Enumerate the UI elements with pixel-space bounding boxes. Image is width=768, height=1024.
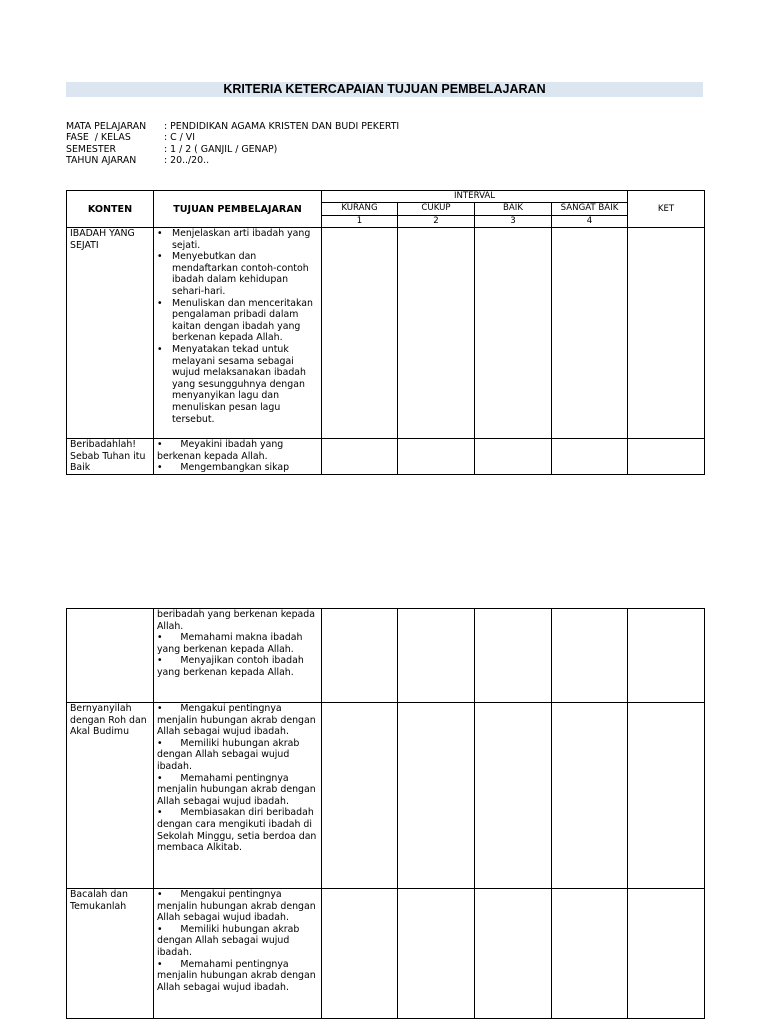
score-cell-sangat-baik[interactable] [552, 439, 628, 475]
meta-row-semester [66, 144, 399, 155]
ket-cell[interactable] [628, 609, 705, 703]
score-cell-sangat-baik[interactable] [552, 703, 628, 889]
bullet-icon: • [157, 462, 163, 473]
header-interval: INTERVAL [322, 191, 628, 203]
page-title: KRITERIA KETERCAPAIAN TUJUAN PEMBELAJARAN [66, 82, 703, 97]
bullet-icon: • [157, 297, 163, 309]
header-score-1: 1 [322, 215, 398, 227]
score-cell-baik[interactable] [475, 439, 552, 475]
header-ket: KET [628, 191, 705, 228]
table-row [67, 609, 705, 703]
header-kurang: KURANG [322, 203, 398, 215]
score-cell-kurang[interactable] [322, 609, 398, 703]
bullet-icon: • [157, 343, 163, 355]
score-cell-sangat-baik[interactable] [552, 228, 628, 439]
header-score-4: 4 [552, 215, 628, 227]
score-cell-baik[interactable] [475, 228, 552, 439]
table-row [67, 439, 705, 475]
tujuan-cell [154, 609, 322, 703]
list-item: • Meyakini ibadah yang berkenan kepada Allah. [157, 439, 284, 462]
list-item: • Menyebutkan dan mendaftarkan contoh-contoh ibadah dalam kehidupan sehari-hari. [157, 251, 309, 297]
bullet-icon: • [157, 958, 163, 970]
ket-cell[interactable] [628, 889, 705, 1019]
list-item: • Mengembangkan sikap [157, 462, 290, 473]
list-item: • Menuliskan dan menceritakan pengalaman pribadi dalam kaitan dengan ibadah yang berkenan kepada Allah. [157, 297, 313, 344]
meta-value: : 1 / 2 ( GANJIL / GENAP) [164, 143, 278, 155]
score-cell-cukup[interactable] [398, 228, 475, 439]
list-item: • Memahami pentingnya menjalin hubungan akrab dengan Allah sebagai wujud ibadah. [157, 958, 316, 993]
list-item: • Memahami pentingnya menjalin hubungan akrab dengan Allah sebagai wujud ibadah. [157, 772, 316, 807]
bullet-icon: • [157, 251, 163, 263]
bullet-icon: • [157, 655, 163, 667]
score-cell-kurang[interactable] [322, 703, 398, 889]
header-tujuan: TUJUAN PEMBELAJARAN [154, 191, 322, 228]
meta-label: SEMESTER [66, 143, 117, 155]
header-baik: BAIK [475, 203, 552, 215]
meta-value: : PENDIDIKAN AGAMA KRISTEN DAN BUDI PEKERTI [164, 121, 400, 132]
tujuan-cell [154, 703, 322, 889]
bullet-icon: • [157, 632, 163, 644]
bullet-icon: • [157, 923, 163, 935]
header-score-3: 3 [475, 215, 552, 227]
score-cell-kurang[interactable] [322, 889, 398, 1019]
meta-label: MATA PELAJARAN [66, 121, 147, 132]
score-cell-baik[interactable] [475, 703, 552, 889]
list-item: • Menyajikan contoh ibadah yang berkenan kepada Allah. [157, 655, 304, 678]
bullet-icon: • [157, 737, 163, 749]
bullet-icon: • [157, 889, 163, 900]
header-cukup: CUKUP [398, 203, 475, 215]
list-item: • Menyatakan tekad untuk melayani sesama sebagai wujud melaksanakan ibadah yang sesungguhnya dengan menyanyikan lagu dan menuliskan pesan lagu tersebut. [157, 343, 306, 425]
meta-value: : C / VI [164, 132, 195, 144]
tujuan-cell [154, 439, 322, 475]
criteria-table-continued [66, 608, 705, 1019]
meta-row-mata-pelajaran [66, 121, 399, 132]
konten-cell: IBADAH YANG SEJATI [67, 228, 154, 439]
header-sangat-baik: SANGAT BAIK [552, 203, 628, 215]
criteria-table [66, 190, 705, 475]
score-cell-cukup[interactable] [398, 889, 475, 1019]
list-item: • Membiasakan diri beribadah dengan cara mengikuti ibadah di Sekolah Minggu, setia berdoa dan membaca Alkitab. [157, 807, 317, 854]
bullet-icon: • [157, 807, 163, 819]
bullet-icon: • [157, 772, 163, 784]
table-row [67, 703, 705, 889]
score-cell-cukup[interactable] [398, 439, 475, 475]
meta-label: FASE / KELAS [66, 132, 131, 144]
score-cell-baik[interactable] [475, 609, 552, 703]
score-cell-cukup[interactable] [398, 609, 475, 703]
konten-cell: Bernyanyilah dengan Roh dan Akal Budimu [67, 703, 154, 889]
document-meta [66, 121, 399, 167]
header-konten: KONTEN [67, 191, 154, 228]
list-item: • Menjelaskan arti ibadah yang sejati. [157, 228, 311, 251]
list-item: beribadah yang berkenan kepada Allah. [157, 609, 315, 632]
score-cell-kurang[interactable] [322, 228, 398, 439]
meta-row-tahun-ajaran [66, 155, 399, 166]
konten-cell: Bacalah dan Temukanlah [67, 889, 154, 1019]
bullet-icon: • [157, 228, 163, 239]
list-item: • Mengakui pentingnya menjalin hubungan akrab dengan Allah sebagai wujud ibadah. [157, 703, 316, 738]
list-item: • Memiliki hubungan akrab dengan Allah sebagai wujud ibadah. [157, 737, 300, 772]
score-cell-cukup[interactable] [398, 703, 475, 889]
ket-cell[interactable] [628, 439, 705, 475]
tujuan-cell [154, 228, 322, 439]
ket-cell[interactable] [628, 703, 705, 889]
header-score-2: 2 [398, 215, 475, 227]
meta-label: TAHUN AJARAN [66, 155, 137, 167]
meta-value: : 20../20.. [164, 155, 210, 167]
tujuan-cell [154, 889, 322, 1019]
score-cell-sangat-baik[interactable] [552, 609, 628, 703]
table-row [67, 889, 705, 1019]
score-cell-kurang[interactable] [322, 439, 398, 475]
score-cell-baik[interactable] [475, 889, 552, 1019]
konten-cell [67, 609, 154, 703]
table-row [67, 228, 705, 439]
list-item: • Memiliki hubungan akrab dengan Allah sebagai wujud ibadah. [157, 923, 300, 958]
bullet-icon: • [157, 439, 163, 450]
score-cell-sangat-baik[interactable] [552, 889, 628, 1019]
bullet-icon: • [157, 703, 163, 714]
meta-row-fase-kelas [66, 132, 399, 143]
ket-cell[interactable] [628, 228, 705, 439]
list-item: • Mengakui pentingnya menjalin hubungan akrab dengan Allah sebagai wujud ibadah. [157, 889, 316, 924]
konten-cell: Beribadahlah! Sebab Tuhan itu Baik [67, 439, 154, 475]
list-item: • Memahami makna ibadah yang berkenan kepada Allah. [157, 632, 303, 655]
